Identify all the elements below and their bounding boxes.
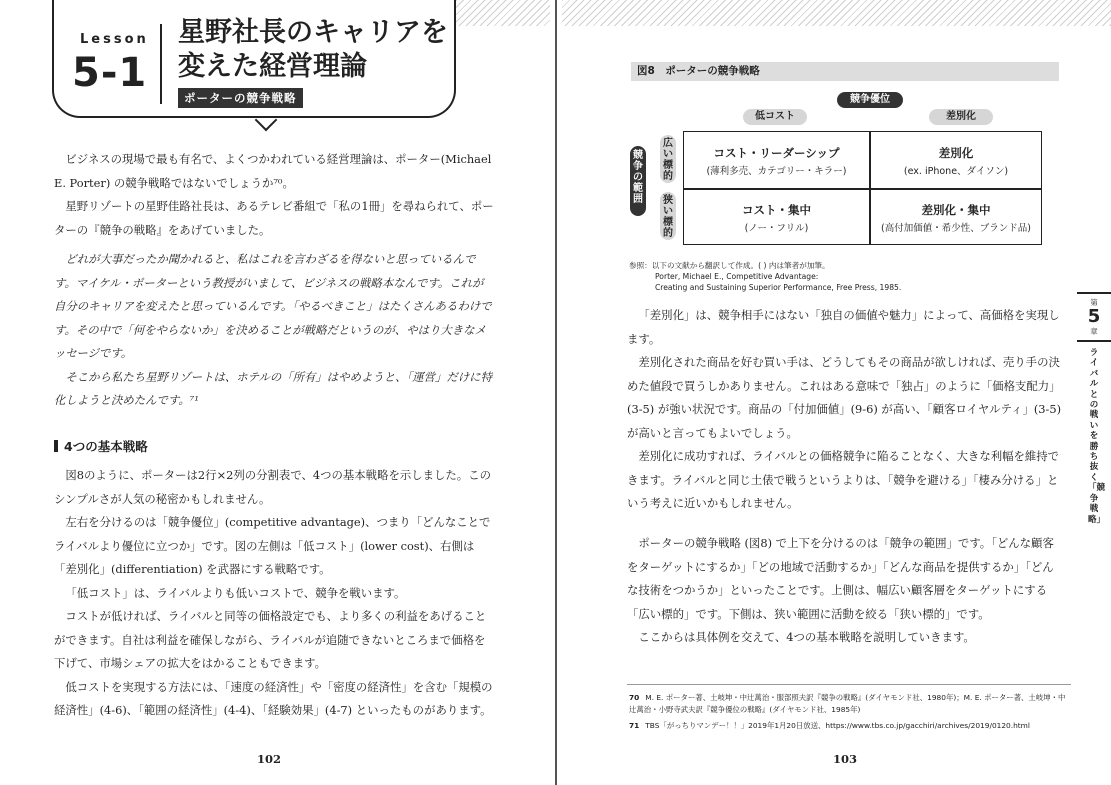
- reference-line: Porter, Michael E., Competitive Advantage:: [655, 272, 819, 281]
- reference-line: 参照：以下の文献から翻訳して作成。( ) 内は筆者が加筆。: [629, 261, 830, 270]
- footnote-divider: [627, 684, 1071, 685]
- footnote-number: 71: [629, 721, 640, 730]
- cell-sub-text: (高付加価値・希少性、ブランド品): [881, 223, 1031, 234]
- paragraph: 左右を分けるのは「競争優位」(competitive advantage)、つまり「どんなことでライバルより優位に立つか」です。図の左側は「低コスト」(lower cost)、右側は「差別化」(differentiation) を武器にする戦略です。: [54, 515, 491, 576]
- cell-cost-leadership: [684, 145, 869, 177]
- paragraph: 星野リゾートの星野佳路社長は、あるテレビ番組で「私の1冊」を尋ねられて、ポーターの『競争の戦略』をあげていました。: [54, 199, 494, 237]
- footnote-number: 70: [629, 693, 640, 702]
- chapter-tab-rule: [1077, 292, 1111, 294]
- cell-main-text: コスト・集中: [742, 203, 811, 217]
- quote-text: [54, 248, 494, 413]
- paragraph: 図8のように、ポーターは2行×2列の分割表で、4つの基本戦略を示しました。このシンプルさが人気の秘密かもしれません。: [54, 468, 491, 506]
- section-heading: [54, 437, 148, 455]
- footnotes: [629, 692, 1069, 732]
- right-page: [557, 0, 1111, 785]
- figure-reference-note: [629, 260, 901, 293]
- section-mark: [54, 440, 58, 452]
- quote-paragraph: どれが大事だったか聞かれると、私はこれを言わざるを得ないと思っているんです。マイケル・ポーターという教授がいまして、ビジネスの戦略本なんです。これが自分のキャリアを変えたと思っているんです。「やるべきこと」はたくさんあるわけです。その中で「何をやらないか」を決めることが戦略だというのが、やはり大きなメッセージです。: [54, 252, 492, 360]
- paragraph: 低コストを実現する方法には、「速度の経済性」や「密度の経済性」を含む「規模の経済性」(4-6)、「範囲の経済性」(4-4)、「経験効果」(4-7) といったものがあります。: [54, 679, 493, 717]
- chapter-prefix: 第: [1090, 298, 1098, 307]
- label-broad-target: 広い標的: [660, 135, 676, 183]
- chapter-suffix: 章: [1090, 327, 1098, 336]
- lesson-divider: [160, 24, 162, 104]
- strategy-matrix: [683, 131, 1042, 245]
- paragraph: ここからは具体例を交えて、4つの基本戦略を説明していきます。: [638, 630, 975, 644]
- cell-differentiation-focus: [870, 202, 1042, 234]
- label-differentiation: 差別化: [929, 109, 993, 125]
- body-text-scope: [627, 532, 1065, 650]
- paragraph: 「差別化」は、競争相手にはない「独自の価値や魅力」によって、高価格を実現します。: [627, 308, 1060, 346]
- matrix-h-divider: [684, 188, 1041, 190]
- lesson-subtitle: ポーターの競争戦略: [178, 88, 303, 108]
- lesson-title-line-1: 星野社長のキャリアを: [178, 17, 448, 48]
- quote-paragraph: そこから私たち星野リゾートは、ホテルの「所有」はやめようと、「運営」だけに特化しようと決めたんです。⁷¹: [54, 369, 492, 407]
- lesson-label: Lesson: [80, 32, 149, 47]
- cell-sub-text: (ex. iPhone、ダイソン): [903, 166, 1009, 177]
- left-page: [0, 0, 555, 785]
- cell-sub-text: (ノー・フリル): [744, 223, 809, 234]
- footnote-item: [629, 692, 1069, 716]
- cell-sub-text: (薄利多売、カテゴリー・キラー): [706, 166, 847, 177]
- footnote-text: M. E. ポーター著、土岐坤・中辻萬治・服部照夫訳『競争の戦略』(ダイヤモンド社、1980年)；M. E. ポーター著、土岐坤・中辻萬治・小野寺武夫訳『競争優位の戦略』(ダイヤモンド社、1985年): [629, 693, 1066, 714]
- body-text-differentiation: [627, 304, 1065, 516]
- cell-cost-focus: [684, 202, 869, 234]
- chapter-number: 5: [1087, 306, 1101, 327]
- reference-line: Creating and Sustaining Superior Performance, Free Press, 1985.: [655, 283, 902, 292]
- label-competitive-advantage: 競争優位: [837, 92, 903, 108]
- lesson-title: [178, 16, 448, 84]
- paragraph: コストが低ければ、ライバルと同等の価格設定でも、より多くの利益をあげることができます。自社は利益を確保しながら、ライバルが追随できないところまで価格を下げて、市場シェアの拡大をはかることもできます。: [54, 609, 487, 670]
- chapter-tab-rule: [1077, 340, 1111, 342]
- footnote-item: [629, 720, 1069, 732]
- lesson-title-line-2: 変えた経営理論: [178, 51, 367, 82]
- cell-differentiation: [870, 145, 1042, 177]
- paragraph: ポーターの競争戦略 (図8) で上下を分けるのは「競争の範囲」です。「どんな顧客をターゲットにするか」「どの地域で活動するか」「どんな商品を提供するか」「どんな技術をつかうか」といったことです。上側は、幅広い顧客層をターゲットにする「広い標的」です。下側は、狭い範囲に活動を絞る「狭い標的」です。: [627, 536, 1054, 621]
- section-heading-text: 4つの基本戦略: [64, 439, 148, 454]
- page-number-left: 102: [257, 752, 282, 766]
- chapter-title: ライバルとの戦いを勝ち抜く「競争戦略」: [1088, 348, 1106, 525]
- cell-main-text: コスト・リーダーシップ: [713, 146, 840, 160]
- label-narrow-target: 狭い標的: [660, 192, 676, 240]
- label-competitive-scope: 競争の範囲: [630, 146, 646, 216]
- paragraph: ビジネスの現場で最も有名で、よくつかわれている経営理論は、ポーター(Michael E. Porter) の競争戦略ではないでしょうか⁷⁰。: [54, 152, 492, 190]
- cell-main-text: 差別化・集中: [921, 203, 991, 217]
- lesson-number: 5-1: [72, 50, 148, 96]
- figure-caption: 図8 ポーターの競争戦略: [631, 62, 1059, 81]
- footnote-text: TBS「がっちりマンデー！！」2019年1月20日放送、https://www.tbs.co.jp/gacchiri/archives/2019/0120.html: [645, 721, 1030, 730]
- label-low-cost: 低コスト: [743, 109, 807, 125]
- paragraph: 差別化された商品を好む買い手は、どうしてもその商品が欲しければ、売り手の決めた値段で買うしかありません。これはある意味で「独占」のように「価格支配力」(3-5) が強い状況です。商品の「付加価値」(9-6) が高い、「顧客ロイヤルティ」(3-5) が高いと言ってもよいでしょう。: [627, 355, 1062, 440]
- cell-main-text: 差別化: [938, 146, 974, 160]
- page-number-right: 103: [833, 752, 858, 766]
- paragraph: 差別化に成功すれば、ライバルとの価格競争に陥ることなく、大きな利幅を維持できます。ライバルと同じ土俵で戦うというよりは、「競争を避ける」「棲み分ける」という考えに近いかもしれません。: [627, 449, 1060, 510]
- intro-text: [54, 148, 494, 242]
- body-text: [54, 464, 494, 723]
- chapter-tab: [1077, 292, 1111, 525]
- paragraph: 「低コスト」は、ライバルよりも低いコストで、競争を戦います。: [65, 585, 406, 600]
